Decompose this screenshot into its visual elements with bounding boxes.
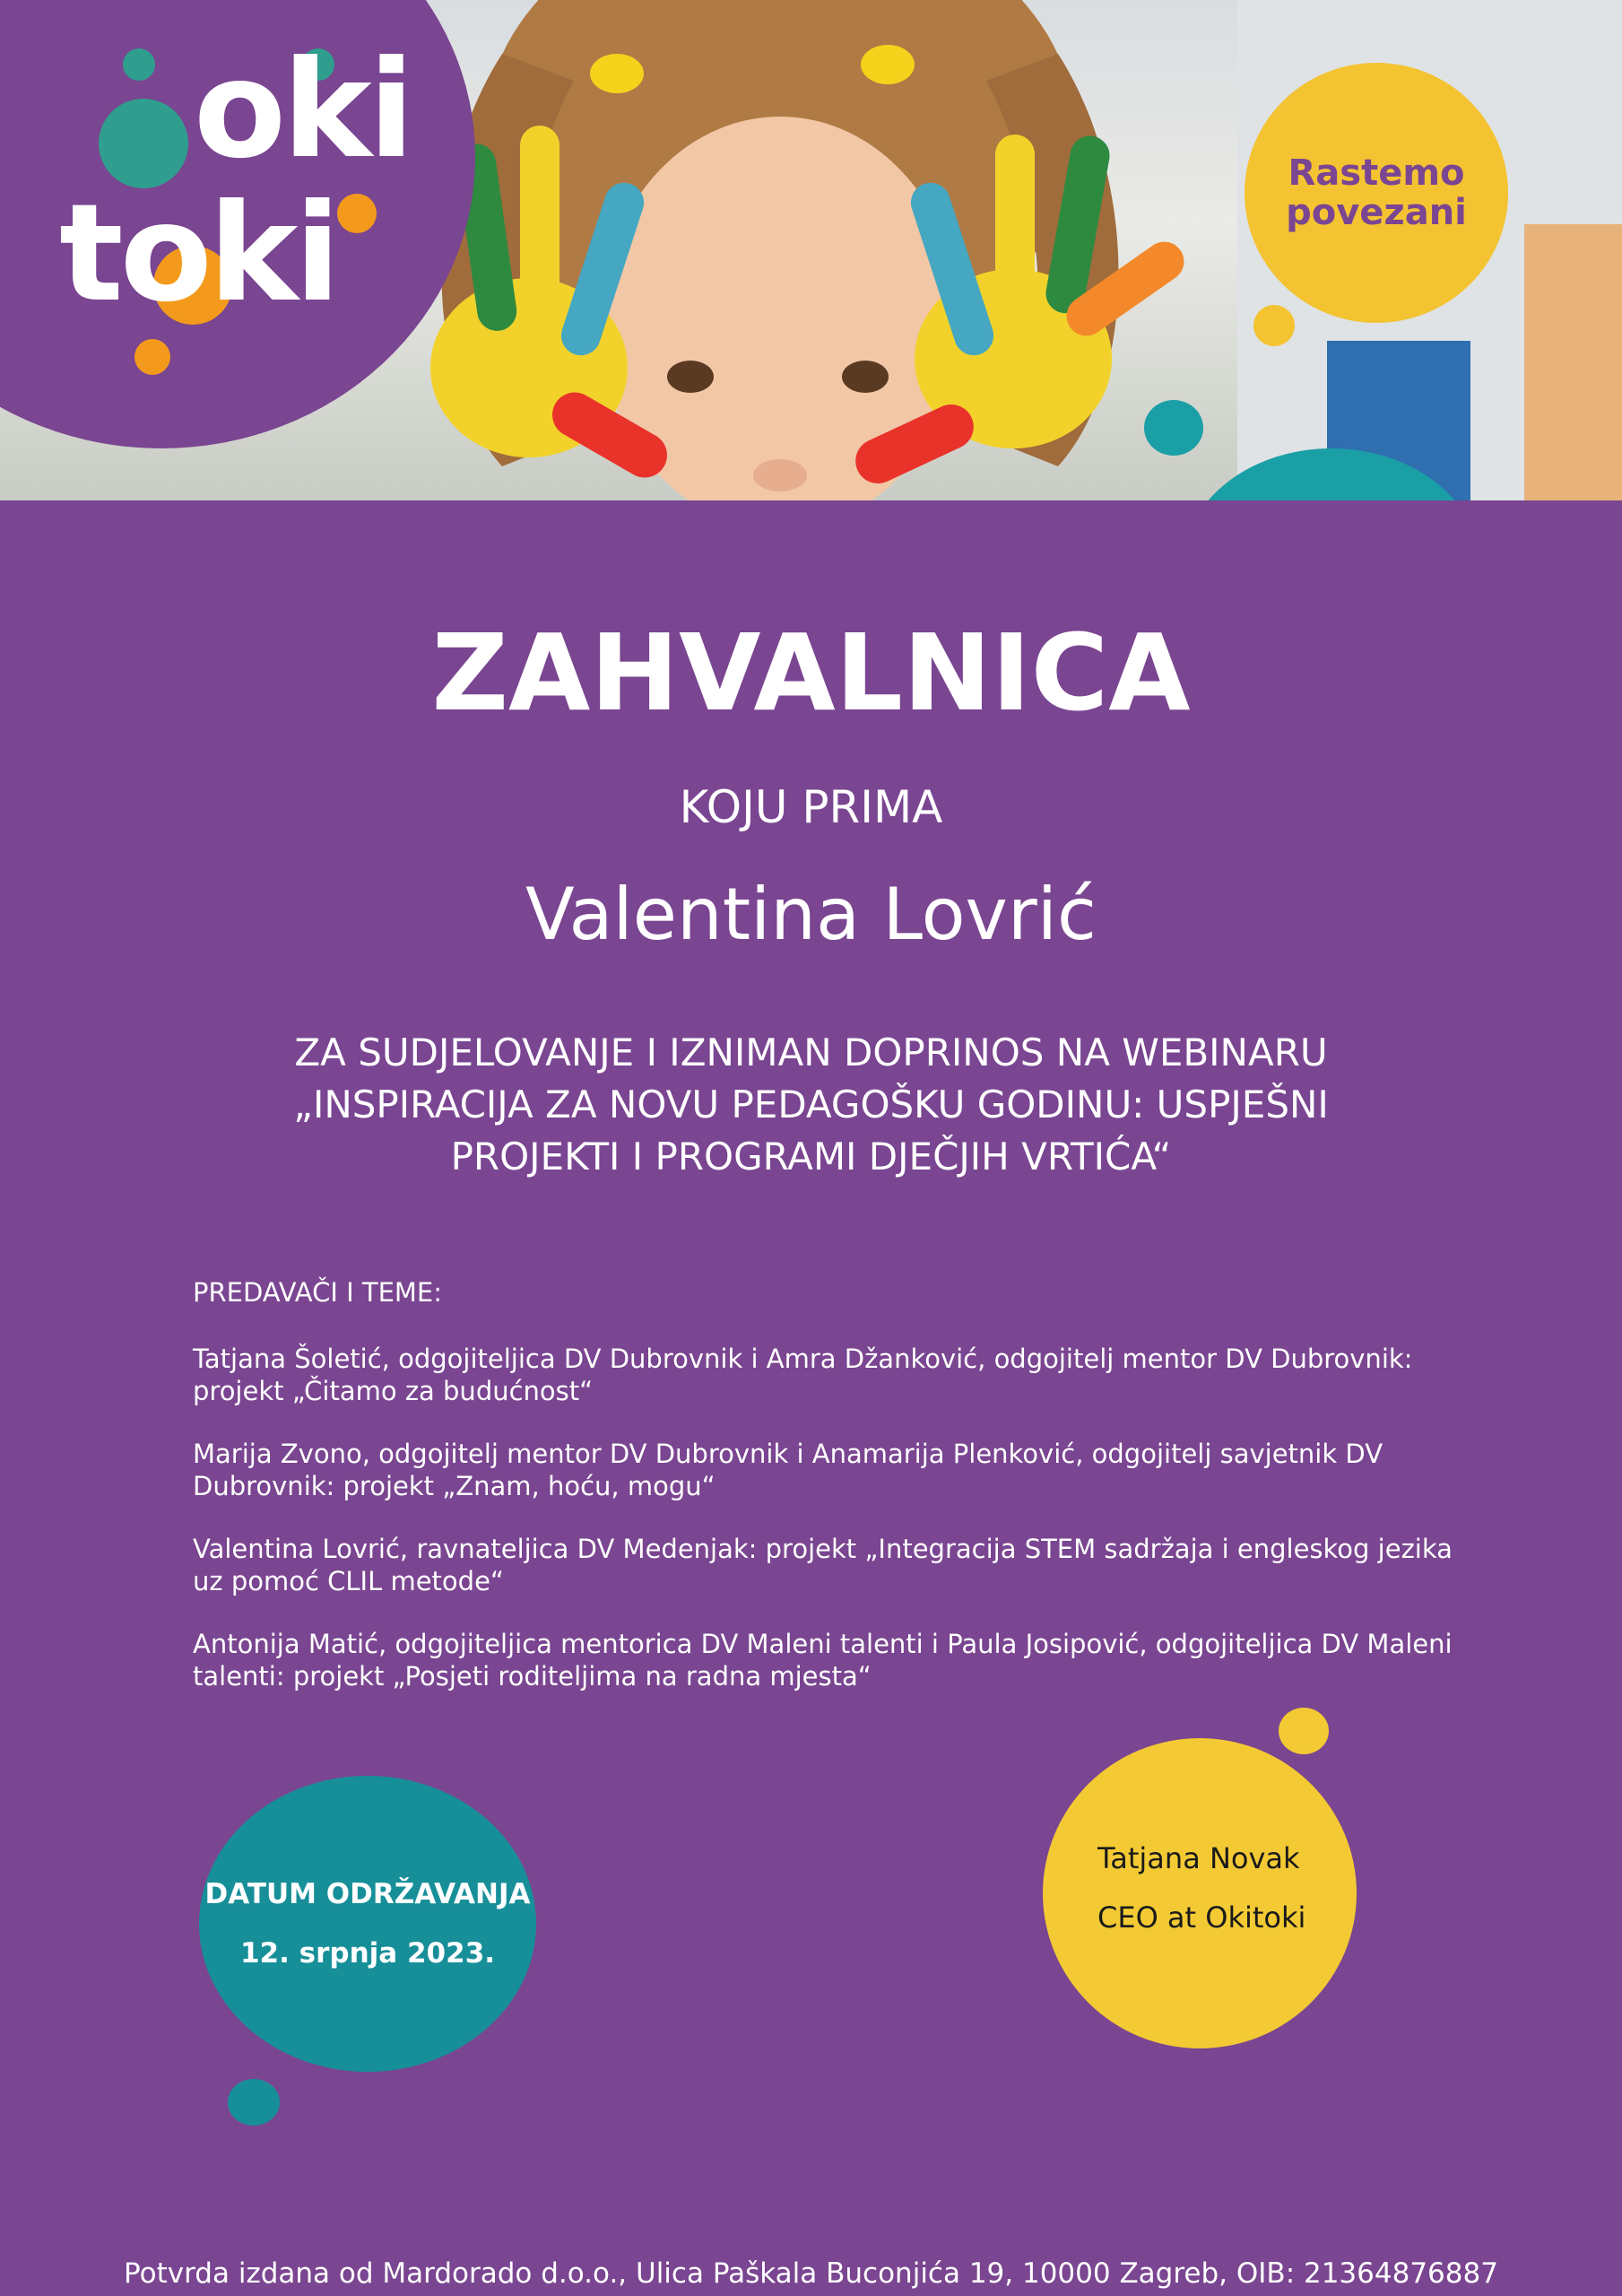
certificate-title: ZAHVALNICA bbox=[431, 611, 1191, 735]
speakers-section bbox=[193, 1276, 1466, 1723]
rastemo-povezani-badge bbox=[1245, 63, 1508, 323]
hero-dot-yellow bbox=[1253, 305, 1295, 346]
hero-photo bbox=[0, 0, 1622, 500]
badge-line-2: povezani bbox=[1286, 192, 1467, 233]
certificate-reason bbox=[224, 1027, 1398, 1183]
decorative-dot-teal bbox=[228, 2079, 280, 2126]
date-bubble bbox=[199, 1776, 536, 2072]
hero-dot-teal bbox=[1144, 400, 1203, 456]
signatory-bubble bbox=[1043, 1738, 1357, 2048]
speaker-item: Tatjana Šoletić, odgojiteljica DV Dubrovnik i Amra Džanković, odgojitelj mentor DV Dubrovnik: projekt „Čitamo za budućnost“ bbox=[193, 1344, 1413, 1406]
certificate-subtitle: KOJU PRIMA bbox=[679, 781, 943, 833]
date-label: DATUM ODRŽAVANJA bbox=[204, 1878, 531, 1910]
footer-issuer: Potvrda izdana od Mardorado d.o.o., Ulica Paškala Buconjića 19, 10000 Zagreb, OIB: 21364876887 bbox=[124, 2257, 1498, 2290]
reason-line-3: PROJEKTI I PROGRAMI DJEČJIH VRTIĆA“ bbox=[450, 1135, 1172, 1178]
logo-line-1: oki bbox=[194, 32, 412, 188]
logo-line-2: toki bbox=[59, 176, 337, 332]
reason-line-1: ZA SUDJELOVANJE I IZNIMAN DOPRINOS NA WEBINARU bbox=[294, 1031, 1328, 1074]
speaker-item: Marija Zvono, odgojitelj mentor DV Dubrovnik i Anamarija Plenković, odgojitelj savjetnik DV Dubrovnik: projekt „Znam, hoću, mogu“ bbox=[193, 1439, 1383, 1501]
signatory-role: CEO at Okitoki bbox=[1097, 1900, 1306, 1935]
speaker-item: Antonija Matić, odgojiteljica mentorica DV Maleni talenti i Paula Josipović, odgojiteljica DV Maleni talenti: projekt „Posjeti roditeljima na radna mjesta“ bbox=[193, 1629, 1453, 1692]
signatory-name: Tatjana Novak bbox=[1097, 1841, 1300, 1875]
reason-line-2: „INSPIRACIJA ZA NOVU PEDAGOŠKU GODINU: USPJEŠNI bbox=[293, 1083, 1329, 1126]
recipient-name: Valentina Lovrić bbox=[525, 873, 1097, 956]
date-value: 12. srpnja 2023. bbox=[239, 1937, 496, 1970]
badge-line-1: Rastemo bbox=[1288, 152, 1465, 194]
speakers-heading: PREDAVAČI I TEME: bbox=[193, 1277, 443, 1308]
speaker-item: Valentina Lovrić, ravnateljica DV Medenjak: projekt „Integracija STEM sadržaja i engleskog jezika uz pomoć CLIL metode“ bbox=[193, 1534, 1453, 1596]
decorative-dot-yellow bbox=[1279, 1708, 1329, 1754]
okitoki-logo bbox=[59, 32, 412, 332]
